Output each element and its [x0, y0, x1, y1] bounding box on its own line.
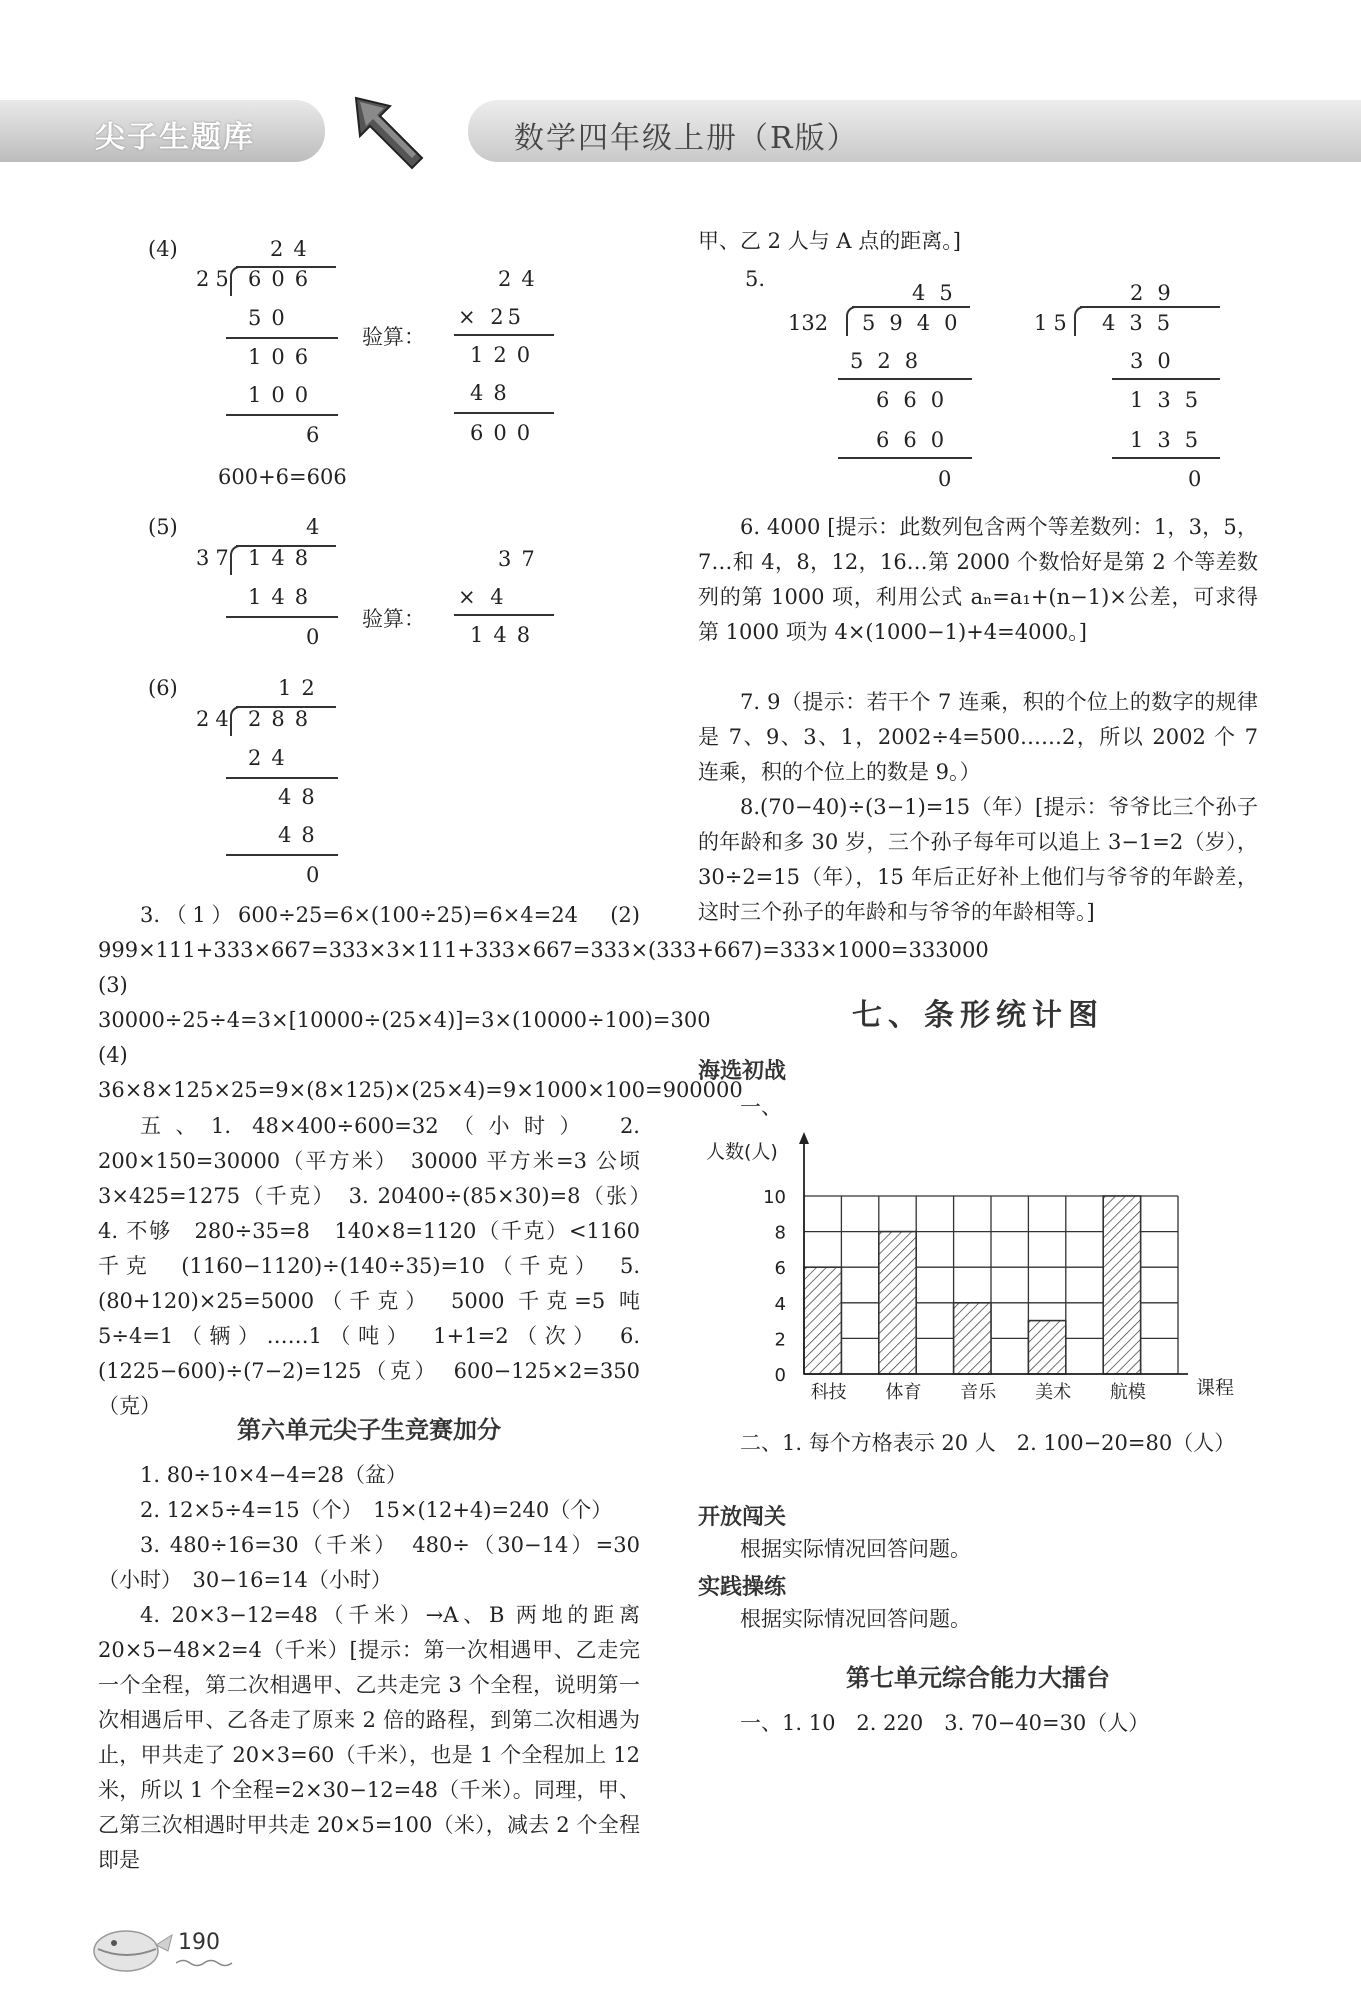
y-tick-label: 4	[774, 1293, 786, 1315]
step: 50	[248, 306, 295, 330]
bar-音乐	[954, 1303, 991, 1374]
divisor: 15	[1034, 311, 1073, 335]
step: 0	[306, 625, 320, 649]
check-line: × 4	[458, 585, 508, 609]
step: 0	[938, 467, 952, 491]
wave-decoration	[176, 1958, 236, 1968]
bar-chart	[698, 1128, 1258, 1422]
x-tick-label: 科技	[810, 1382, 847, 1403]
continued-text: 甲、乙 2 人与 A 点的距离。]	[698, 229, 961, 253]
check-label: 验算：	[362, 325, 425, 349]
step: 528	[850, 349, 933, 373]
equation: 600+6=606	[218, 465, 347, 489]
dividend: 288	[248, 707, 319, 731]
answer-6: 6. 4000 [提示：此数列包含两个等差数列：1，3，5，7…和 4，8，12，16…第 2000 个数恰好是第 2 个等差数列的第 1000 项，利用公式 aₙ=a₁+(n−1)×公差，可求得第 1000 项为 4×(1000−1)+4=4000。]	[698, 515, 1258, 644]
step: 30	[1130, 349, 1185, 373]
quotient: 24	[270, 237, 317, 261]
bar-科技	[804, 1267, 841, 1374]
section-haixuan: 海选初战	[698, 1059, 787, 1084]
step: 100	[248, 383, 319, 407]
y-axis-arrow-icon	[799, 1132, 809, 1144]
header-subject: 数学四年级上册（R版）	[514, 121, 859, 156]
y-tick-label: 6	[774, 1258, 786, 1280]
step: 48	[278, 785, 325, 809]
divisor: 132	[788, 311, 829, 335]
section-kaifang: 开放闯关	[698, 1505, 787, 1530]
section-shijian: 实践操练	[698, 1575, 787, 1600]
unit6-title: 第六单元尖子生竞赛加分	[237, 1416, 501, 1444]
check-line: 120	[470, 343, 541, 367]
step: 0	[1188, 467, 1202, 491]
quotient: 45	[912, 281, 967, 305]
quotient: 4	[306, 515, 320, 539]
dividend: 5940	[862, 311, 972, 335]
unit7-title: 第七单元综合能力大擂台	[846, 1664, 1110, 1692]
y-tick-label: 8	[774, 1222, 786, 1244]
whale-icon	[86, 1915, 176, 1975]
part-two: 二、1. 每个方格表示 20 人 2. 100−20=80（人）	[740, 1431, 1236, 1455]
x-tick-label: 航模	[1109, 1382, 1146, 1403]
bar-航模	[1103, 1196, 1140, 1374]
unit6-answer-4: 4. 20×3−12=48（千米）→A、B 两地的距离 20×5−48×2=4（千米）[提示：第一次相遇甲、乙走完一个全程，第二次相遇甲、乙共走完 3 个全程，说明第一次相遇后甲、乙各走了原来 2 倍的路程，到第二次相遇为止，甲共走了 20×3=60（千米），也是 1 个全程加上 12 米，所以 1 个全程=2×30−12=48（千米）。同理，甲、乙第三次相遇时甲共走 20×5=100（米），减去 2 个全程即是	[98, 1603, 661, 1872]
header-subject-bar	[468, 100, 1361, 162]
quotient: 29	[1130, 281, 1185, 305]
problem-label: (6)	[148, 676, 178, 700]
step: 106	[248, 345, 319, 369]
answer-8: 8.(70−40)÷(3−1)=15（年）[提示：爷爷比三个孙子的年龄和多 30 岁，三个孙子每年可以追上 3−1=2（岁），30÷2=15（年），15 年后正好补上他们与爷爷的年龄差，这时三个孙子的年龄和与爷爷的年龄相等。]	[698, 795, 1258, 924]
y-tick-label: 2	[774, 1329, 786, 1351]
chapter7-title: 七、条形统计图	[852, 998, 1104, 1033]
check-label: 验算：	[362, 607, 425, 631]
unit6-answer-1: 1. 80÷10×4−4=28（盆）	[140, 1463, 407, 1487]
quotient: 12	[278, 676, 325, 700]
step: 0	[306, 863, 320, 887]
part-one-label: 一、	[740, 1095, 782, 1119]
bar-体育	[879, 1232, 916, 1374]
arrow-icon	[350, 92, 430, 172]
dividend: 606	[248, 267, 319, 291]
x-tick-label: 体育	[885, 1382, 922, 1403]
q5-label: 5.	[745, 267, 766, 291]
step: 660	[876, 428, 959, 452]
x-tick-label: 音乐	[960, 1382, 997, 1403]
divisor: 24	[196, 707, 235, 731]
dividend: 148	[248, 546, 319, 570]
answer-5: 五、1. 48×400÷600=32（小时） 2. 200×150=30000（平方米） 30000 平方米=3 公顷 3×425=1275（千克） 3. 20400÷(85×30)=8（张） 4. 不够 280÷35=8 140×8=1120（千克）<1160 千克 (1160−1120)÷(140÷35)=10（千克） 5. (80+120)×25=5000（千克） 5000 千克=5 吨 5÷4=1（辆）……1（吨） 1+1=2（次） 6.(1225−600)÷(7−2)=125（克） 600−125×2=350（克）	[98, 1114, 661, 1418]
step: 135	[1130, 388, 1213, 412]
check-line: 24	[498, 267, 545, 291]
dividend: 435	[1102, 311, 1185, 335]
answer-7: 7. 9（提示：若干个 7 连乘，积的个位上的数字的规律是 7、9、3、1，2002÷4=500……2，所以 2002 个 7 连乘，积的个位上的数是 9。）	[698, 690, 1258, 784]
check-line: 600	[470, 421, 541, 445]
header-brand-bar	[0, 100, 325, 162]
check-line: 48	[470, 381, 517, 405]
step: 48	[278, 823, 325, 847]
step: 6	[306, 423, 320, 447]
divisor: 37	[196, 546, 235, 570]
page-number: 190	[178, 1930, 220, 1955]
step: 135	[1130, 428, 1213, 452]
unit7-answer-line: 一、1. 10 2. 220 3. 70−40=30（人）	[740, 1711, 1150, 1735]
unit6-answer-3: 3. 480÷16=30（千米） 480÷（30−14）=30（小时） 30−16=14（小时）	[98, 1533, 640, 1592]
y-tick-label: 0	[774, 1365, 786, 1386]
bar-chart-svg	[698, 1128, 1258, 1418]
problem-label: (4)	[148, 237, 178, 261]
step: 24	[248, 746, 295, 770]
y-axis-label: 人数(人)	[706, 1141, 778, 1163]
y-tick-label: 10	[763, 1187, 786, 1208]
bar-美术	[1028, 1321, 1065, 1374]
section-kaifang-text: 根据实际情况回答问题。	[740, 1537, 971, 1561]
step: 660	[876, 388, 959, 412]
check-line: 148	[470, 623, 541, 647]
section-shijian-text: 根据实际情况回答问题。	[740, 1607, 971, 1631]
header-brand: 尖子生题库	[95, 120, 255, 155]
problem-label: (5)	[148, 515, 178, 539]
unit6-answer-2: 2. 12×5÷4=15（个） 15×(12+4)=240（个）	[140, 1498, 613, 1522]
x-tick-label: 美术	[1035, 1382, 1072, 1403]
x-axis-label: 课程	[1196, 1377, 1235, 1399]
answer-3: 3.（1）600÷25=6×(100÷25)=6×4=24 (2) 999×111+333×667=333×3×111+333×667=333×(333+667)=333×1000=333000 (3) 30000÷25÷4=3×[10000÷(25×4)]=3×(10000÷100)=300 (4) 36×8×125×25=9×(8×125)×(25×4)=9×1000×100=900000	[98, 903, 1010, 1102]
check-line: × 25	[458, 305, 525, 329]
divisor: 25	[196, 267, 235, 291]
check-line: 37	[498, 547, 545, 571]
step: 148	[248, 585, 319, 609]
